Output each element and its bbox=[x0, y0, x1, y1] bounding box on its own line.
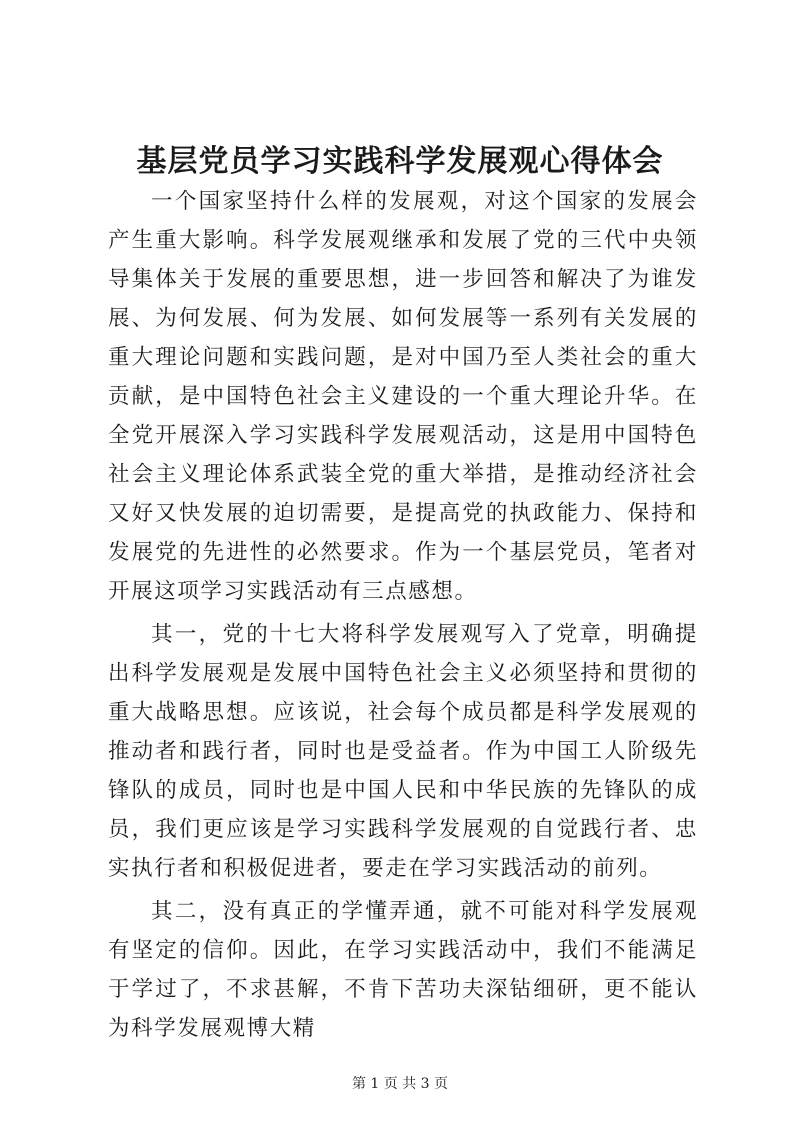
paragraph-1: 一个国家坚持什么样的发展观，对这个国家的发展会产生重大影响。科学发展观继承和发展了党的三代中央领导集体关于发展的重要思想，进一步回答和解决了为谁发展、为何发展、何为发展、如何发展等一系列有关发展的重大理论问题和实践问题，是对中国乃至人类社会的重大贡献，是中国特色社会主义建设的一个重大理论升华。在全党开展深入学习实践科学发展观活动，这是用中国特色社会主义理论体系武装全党的重大举措，是推动经济社会又好又快发展的迫切需要，是提高党的执政能力、保持和发展党的先进性的必然要求。作为一个基层党员，笔者对开展这项学习实践活动有三点感想。 bbox=[108, 189, 698, 604]
paragraph-3: 其二，没有真正的学懂弄通，就不可能对科学发展观有坚定的信仰。因此，在学习实践活动中，我们不能满足于学过了，不求甚解，不肯下苦功夫深钻细研，更不能认为科学发展观博大精 bbox=[108, 899, 698, 1041]
paragraph-2: 其一，党的十七大将科学发展观写入了党章，明确提出科学发展观是发展中国特色社会主义必须坚持和贯彻的重大战略思想。应该说，社会每个成员都是科学发展观的推动者和践行者，同时也是受益者。作为中国工人阶级先锋队的成员，同时也是中国人民和中华民族的先锋队的成员，我们更应该是学习实践科学发展观的自觉践行者、忠实执行者和积极促进者，要走在学习实践活动的前列。 bbox=[108, 622, 698, 881]
page-footer: 第 1 页 共 3 页 bbox=[351, 1076, 449, 1092]
document-body bbox=[108, 182, 698, 1048]
document-title: 基层党员学习实践科学发展观心得体会 bbox=[136, 144, 664, 179]
